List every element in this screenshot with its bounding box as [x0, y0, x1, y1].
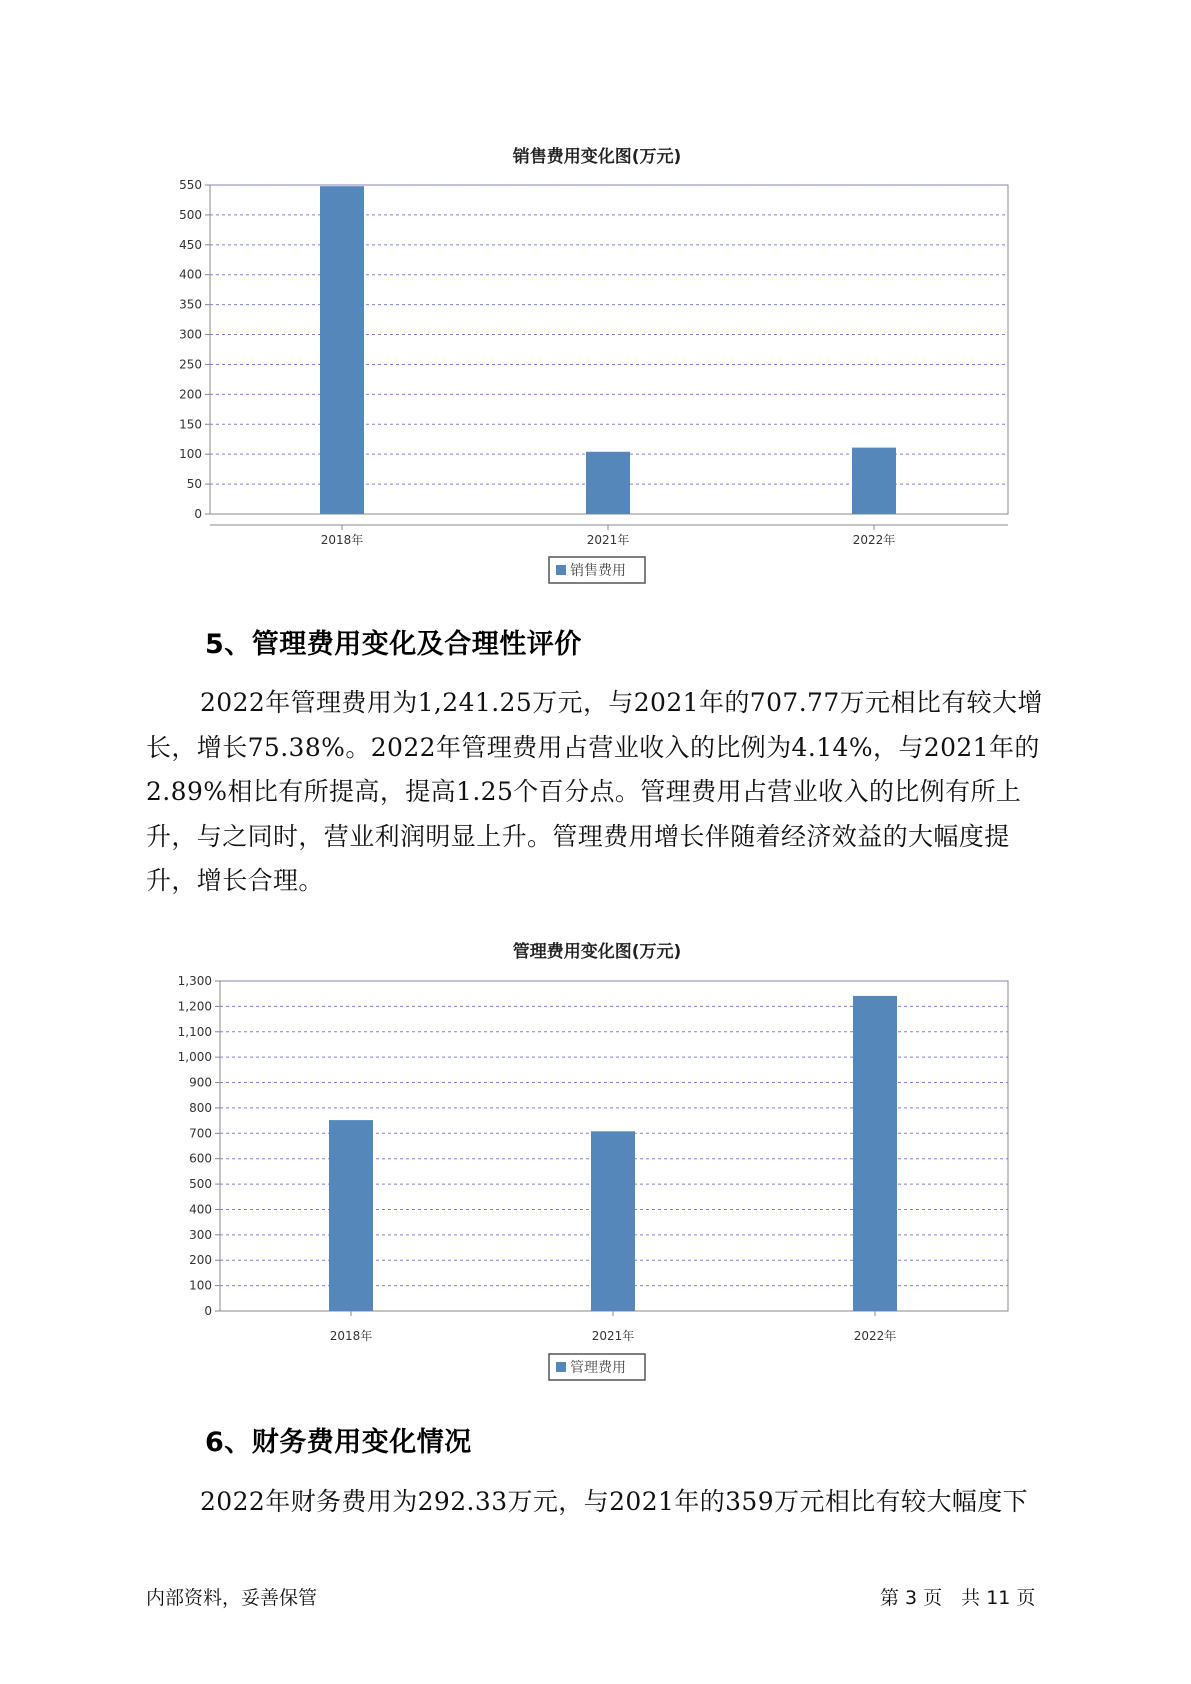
chart-1-legend-label: 销售费用 [570, 563, 626, 579]
chart-2-y-tick-label: 400 [189, 1202, 212, 1217]
chart-1-y-tick-label: 200 [179, 387, 202, 402]
chart-2-y-tick-label: 1,100 [177, 1024, 212, 1039]
chart-2-y-tick-label: 100 [189, 1278, 212, 1293]
chart-2-x-tick-label: 2021年 [591, 1329, 635, 1343]
chart-1-y-tick-label: 250 [179, 357, 202, 372]
section-6-heading: 6、财务费用变化情况 [205, 1427, 472, 1458]
footer-page-number: 第 3 页 共 11 页 [880, 1587, 1036, 1609]
chart-1-y-tick-label: 50 [186, 477, 202, 492]
section-5-text: 2022年管理费用为1,241.25万元，与2021年的707.77万元相比有较大增长，增长75.38%。2022年管理费用占营业收入的比例为4.14%，与2021年的2.89%相比有所提高，提高1.25个百分点。管理费用占营业收入的比例有所上升，与之同时，营业利润明显上升。管理费用增长伴随着经济效益的大幅度提升，增长合理。 [146, 688, 1043, 896]
chart-1-y-tick-label: 300 [179, 327, 202, 342]
section-6-paragraph [146, 1480, 1066, 1525]
chart-2-y-tick-label: 0 [204, 1304, 212, 1318]
footer-confidential: 内部资料，妥善保管 [146, 1587, 318, 1609]
chart-1-y-tick-label: 100 [179, 447, 202, 462]
chart-1-y-tick-label: 500 [179, 207, 202, 222]
chart-2-y-tick-label: 700 [189, 1126, 212, 1141]
chart-1-y-tick-label: 400 [179, 267, 202, 282]
chart-2-bar-1 [329, 1120, 373, 1311]
chart-1-y-tick-label: 0 [194, 507, 202, 521]
chart-2-y-tick-label: 200 [189, 1253, 212, 1268]
chart-2-legend-swatch [556, 1362, 566, 1372]
chart-1-legend-swatch [556, 565, 566, 575]
section-5-paragraph [146, 681, 1051, 904]
chart-2-x-tick-label: 2022年 [853, 1329, 897, 1343]
chart-1-y-tick-label: 350 [179, 297, 202, 312]
chart-1-bar-2 [586, 452, 630, 514]
chart-1-y-tick-label: 150 [179, 417, 202, 432]
chart-2-legend-label: 管理费用 [570, 1360, 626, 1376]
chart-2-y-tick-label: 1,300 [177, 974, 212, 988]
chart-2-y-tick-label: 900 [189, 1075, 212, 1090]
chart-2-y-tick-label: 1,000 [177, 1050, 212, 1065]
chart-1-y-tick-label: 450 [179, 237, 202, 252]
chart-1-x-tick-label: 2021年 [586, 533, 630, 547]
chart-1-x-tick-label: 2022年 [852, 533, 896, 547]
chart-2-title: 管理费用变化图(万元) [512, 942, 682, 962]
chart-2-y-tick-label: 800 [189, 1100, 212, 1115]
chart-1-y-tick-label: 550 [179, 178, 202, 192]
chart-2-x-tick-label: 2018年 [329, 1329, 373, 1343]
chart-1-title: 销售费用变化图(万元) [512, 147, 682, 167]
chart-2-y-tick-label: 600 [189, 1151, 212, 1166]
section-6-text: 2022年财务费用为292.33万元，与2021年的359万元相比有较大幅度下 [200, 1487, 1029, 1516]
chart-2-y-tick-label: 300 [189, 1227, 212, 1242]
chart-1-bar-1 [320, 186, 364, 514]
chart-2-bar-3 [853, 996, 897, 1311]
section-5-heading: 5、管理费用变化及合理性评价 [205, 629, 582, 660]
chart-1-x-tick-label: 2018年 [320, 533, 364, 547]
chart-1-bar-3 [852, 448, 896, 514]
chart-2-y-tick-label: 500 [189, 1177, 212, 1192]
chart-2-bar-2 [591, 1131, 635, 1311]
chart-2-y-tick-label: 1,200 [177, 999, 212, 1014]
